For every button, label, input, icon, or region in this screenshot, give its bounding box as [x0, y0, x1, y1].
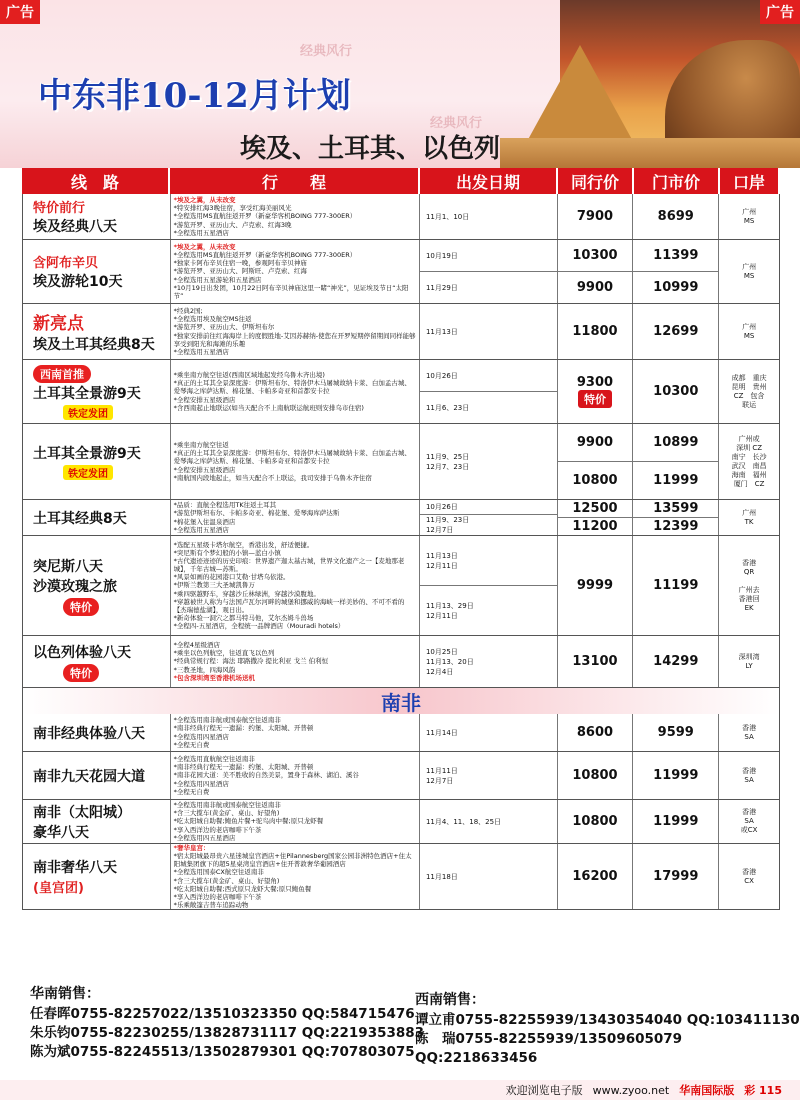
- retail-price: 10899: [633, 424, 718, 462]
- trade-price-cell: [558, 636, 634, 687]
- port-cell: 深圳湾 LY: [738, 652, 760, 670]
- egypt-photo: [560, 0, 800, 168]
- trade-price-value: 9900: [576, 280, 614, 295]
- trade-price-cell: [558, 752, 634, 799]
- retail-price-cell: [633, 360, 719, 423]
- route-name: 南非九天花园大道: [33, 768, 145, 785]
- sales-contact: 谭立甫0755-82255939/13430354040 QQ:103411130: [415, 1012, 800, 1028]
- table-body: [22, 194, 780, 910]
- trade-price: [558, 518, 633, 535]
- route-cell: [23, 636, 171, 687]
- departure-cell: [420, 714, 558, 751]
- itinerary-line: *游览开罗、亚历山大、卢克索、红海3晚: [173, 220, 292, 229]
- retail-price-cell: [633, 714, 719, 751]
- sales-contact: 陈 瑞0755-82255939/13509605079 QQ:2218633456: [415, 1031, 683, 1066]
- watermark-text: 经典风行: [300, 44, 353, 59]
- retail-price: 11999: [653, 814, 699, 829]
- table-row: [22, 800, 780, 844]
- south-china-sales: [30, 983, 424, 1062]
- itinerary-line: *全程4星级酒店: [173, 641, 221, 650]
- trade-price-value: 11800: [572, 324, 618, 339]
- itinerary-line: *游览伊斯坦布尔、卡帕多奇亚、棉花堡、爱琴海库萨达斯: [173, 509, 340, 518]
- itinerary-line: *全程选用直航航空往返南非: [173, 755, 255, 764]
- itinerary-line: *风景如画的花园港口艾勒·甘塔乌依港。: [173, 573, 290, 582]
- sales-contact: 朱乐钧0755-82230255/13828731117 QQ:2219353883: [30, 1025, 425, 1041]
- port-cell: 广州 MS: [742, 207, 757, 225]
- retail-price-cell: [633, 752, 719, 799]
- itinerary-line: *真正的土耳其全景深度游：伊斯坦布尔、特洛伊木马屠城故纳卡莱、白加孟古城、爱琴海之库萨达斯、棉花堡、卡帕多奇亚和首都安卡拉: [173, 379, 411, 396]
- departure-cell: [420, 844, 558, 909]
- itinerary-line: *含三大揽车(黄金矿、桌山、好望角): [173, 809, 280, 818]
- retail-price: 13599: [633, 500, 718, 518]
- pyramid-image: [525, 45, 635, 145]
- route-name: 沙漠玫瑰之旅: [33, 578, 117, 595]
- section-title-south-africa: 南非: [22, 688, 780, 714]
- itinerary-line: *享入西洋边的老店咖啡下午茶: [173, 825, 262, 834]
- itinerary-line: *全程选用五星酒店: [173, 347, 229, 356]
- table-row: [22, 194, 780, 240]
- trade-price-value: 10800: [572, 473, 618, 488]
- trade-price: [558, 462, 633, 499]
- footer-brand: 华南国际版: [679, 1084, 735, 1097]
- route-name: 土耳其全景游9天: [33, 386, 141, 402]
- itinerary-line: *宿太阳城最昂贵六星迷城皇宫酒店+住Pilannesberg国家公园非洲特色酒店+住太阳城集团旗下的超5星桌湾皇宫酒店+住开普敦奢华葡园酒店: [173, 852, 412, 869]
- route-cell: [23, 240, 171, 303]
- trade-price: [558, 272, 633, 303]
- itinerary-line: *全程安排五星级酒店: [173, 465, 236, 474]
- itinerary-line: *全程选用五星酒店: [173, 228, 229, 237]
- itinerary-cell: [171, 194, 420, 239]
- retail-price: 11999: [653, 473, 699, 488]
- route-cell: [23, 500, 171, 535]
- trade-price: [558, 360, 633, 423]
- itinerary-cell: [171, 714, 420, 751]
- itinerary-line: *游览开罗、亚历山大、伊斯坦布尔: [173, 323, 275, 332]
- itinerary-line: *全程选用南非航或国泰航空往返南非: [173, 716, 281, 725]
- footer-site-link[interactable]: www.zyoo.net: [592, 1083, 670, 1097]
- table-row: [22, 636, 780, 688]
- table-row: [22, 360, 780, 424]
- itinerary-line: *南航国内段地起止，如当天配合不上联运，我司安排于乌鲁木齐住宿: [173, 473, 372, 482]
- route-cell: [23, 360, 171, 423]
- trade-price: [558, 752, 633, 799]
- header-retail-price: 门市价: [634, 168, 720, 194]
- itinerary-line: *全程选用南非航或国泰航空往返南非: [173, 801, 281, 810]
- trade-price-value: 12500: [572, 501, 618, 516]
- itinerary-line: *全程选用四星酒店: [173, 732, 229, 741]
- trade-price: [558, 304, 633, 359]
- retail-price: 8699: [657, 209, 694, 224]
- retail-price: 12399: [653, 519, 699, 534]
- trade-price-value: 13100: [572, 654, 618, 669]
- header-itinerary: 行 程: [170, 168, 420, 194]
- itinerary-line: *埃及之翼，从未改变: [173, 196, 236, 205]
- footer-text: 欢迎浏览电子版: [505, 1084, 583, 1097]
- trade-price-value: 9300: [576, 375, 614, 390]
- route-name: 土耳其全景游9天: [33, 446, 141, 462]
- route-tag-badge: 特价: [63, 598, 99, 616]
- itinerary-line: *埃及之翼，从未改变: [173, 243, 236, 252]
- route-cell: [23, 800, 171, 843]
- departure-date: 11月9、25日 12月7、23日: [425, 452, 470, 471]
- itinerary-line: *全程选用四星酒店: [173, 779, 229, 788]
- itinerary-line: *乐乘敞篷吉普车追踪动物: [173, 900, 249, 909]
- itinerary-line: *经典常规行程：海法 耶路撒冷 提比利亚 戈兰 伯利恒: [173, 657, 329, 666]
- trade-price: [558, 714, 633, 751]
- header-port: 口岸: [720, 168, 780, 194]
- retail-price-cell: [633, 194, 719, 239]
- itinerary-line: *全程无自费: [173, 740, 210, 749]
- itinerary-line: *棉花堡入住温泉酒店: [173, 517, 236, 526]
- route-tag-badge: 特价: [63, 664, 99, 682]
- table-row: [22, 240, 780, 304]
- port-cell: 广州或 深圳 CZ 南宁 长沙 武汉 南昌 海南 福州 厦门 CZ: [731, 434, 767, 488]
- trade-price-cell: [558, 304, 634, 359]
- route-name: 土耳其经典8天: [33, 510, 127, 527]
- watermark-text-2: 经典风行: [430, 116, 483, 131]
- itinerary-line: *全程选用MS直航往返开罗（新豪华客机BOING 777-300ER）: [173, 212, 357, 221]
- itinerary-line: *南非花园大道：美不胜收的自然美景，置身于森林、湖泊、溪谷: [173, 771, 359, 780]
- desert-ground: [500, 138, 800, 168]
- page-footer-bar: [0, 1080, 800, 1100]
- departure-date: 11月9、23日 12月7日: [425, 516, 470, 534]
- retail-price-cell: [633, 424, 719, 499]
- port-cell: 成都 重庆 昆明 贵州 CZ 包含 联运: [731, 373, 767, 409]
- itinerary-line: *品质：直航全程选用TK往返土耳其: [173, 501, 277, 510]
- trade-price-value: 9999: [576, 578, 614, 593]
- route-name: 南非经典体验八天: [33, 725, 145, 742]
- route-cell: [23, 752, 171, 799]
- itinerary-line: *伊斯兰教第三大圣城凯鲁万: [173, 581, 255, 590]
- itinerary-line: *乘坐以色列航空，往返直飞以色列: [173, 649, 275, 658]
- itinerary-line: *南非经典行程无一遗漏：约堡、太阳城、开普顿: [173, 763, 314, 772]
- route-cell: [23, 424, 171, 499]
- table-row: [22, 424, 780, 500]
- itinerary-line: *吃太阳城自助餐;鲍鱼片餐+驼鸟肉中餐;原只龙虾餐: [173, 817, 324, 826]
- trade-price-cell: [558, 424, 634, 499]
- departure-cell: [420, 304, 558, 359]
- route-highlight: 新亮点: [33, 314, 84, 334]
- itinerary-line: *穿越被世人称为与法国卢瓦尔河畔的城堡和挪威的海峡一样美妙的、不可不看的【杰瑞德盐湖】，观日出。: [173, 597, 405, 614]
- departure-cell: [420, 360, 558, 423]
- table-header: [22, 168, 780, 194]
- trade-price-value: 7900: [576, 209, 614, 224]
- itinerary-line: *经典2国;: [173, 307, 203, 316]
- itinerary-line: *含三大揽车(黄金矿、桌山、好望角): [173, 876, 280, 885]
- ad-label-right: 广告: [760, 0, 800, 24]
- departure-date: 11月13、29日 12月11日: [425, 601, 474, 620]
- trade-price: [558, 636, 633, 687]
- departure-date: 10月19日: [420, 240, 557, 272]
- route-subtitle: (皇宫团): [33, 881, 84, 896]
- itinerary-cell: [171, 752, 420, 799]
- trade-price: [558, 194, 633, 239]
- retail-price-cell: [633, 240, 719, 303]
- table-row: [22, 536, 780, 636]
- retail-price-cell: [633, 636, 719, 687]
- itinerary-line: *古代遗迹迹迹的历史印痕：世界遗产迦太基古城，世界文化遗产之一【麦地那老城】，千年古城—苏斯。: [173, 557, 405, 574]
- itinerary-line: *含西南起止地联运(如当天配合不上南航联运航班则安排乌市住宿): [173, 403, 364, 412]
- trade-price-cell: [558, 844, 634, 909]
- itinerary-line: *全程选用五星酒店: [173, 525, 229, 534]
- retail-price: 10300: [653, 384, 699, 399]
- itinerary-cell: [171, 800, 420, 843]
- route-name: 埃及游轮10天: [33, 274, 123, 290]
- port-cell: 广州 MS: [742, 322, 757, 340]
- departure-date: 11月13日 12月11日: [420, 536, 557, 586]
- itinerary-line: *独家卡阿布辛贝住宿一晚，参观阿布辛贝神庙: [173, 259, 307, 268]
- route-tag-badge: 铁定发团: [63, 405, 113, 420]
- route-name: 以色列体验八天: [33, 644, 131, 661]
- route-name: 埃及土耳其经典8天: [33, 337, 155, 353]
- retail-price: 11999: [653, 768, 699, 783]
- departure-date: 11月13日: [425, 327, 458, 336]
- retail-price: 9599: [657, 725, 694, 740]
- trade-price-cell: [558, 500, 634, 535]
- trade-price-value: 11200: [572, 519, 618, 534]
- departure-cell: [420, 500, 558, 535]
- retail-price-cell: [633, 500, 719, 535]
- itinerary-line: *选配五星级卡塔尔航空，香港出发，舒适便捷。: [173, 540, 314, 549]
- ad-label-left: 广告: [0, 0, 40, 24]
- itinerary-line: *全程选用国泰CX航空往返南非: [173, 868, 264, 877]
- trade-price-cell: [558, 536, 634, 635]
- route-highlight: 含阿布辛贝: [33, 256, 99, 271]
- header-departure: 出发日期: [420, 168, 558, 194]
- southwest-sales: [415, 989, 800, 1068]
- itinerary-cell: [171, 240, 420, 303]
- sales-contact: 陈为斌0755-82245513/13502879301 QQ:707803075: [30, 1044, 415, 1060]
- trade-price-cell: [558, 360, 634, 423]
- departure-date: 10月25日 11月13、20日 12月4日: [425, 647, 474, 676]
- departure-cell: [420, 752, 558, 799]
- south-china-title: 华南销售：: [30, 986, 100, 1002]
- itinerary-line: *全程无自费: [173, 787, 210, 796]
- itinerary-cell: [171, 536, 420, 635]
- table-row: [22, 500, 780, 536]
- retail-price-cell: [633, 304, 719, 359]
- sales-contact: 任春晖0755-82257022/13510323350 QQ:584715476: [30, 1006, 415, 1022]
- header-route: 线 路: [22, 168, 170, 194]
- departure-date: 11月6、23日: [425, 403, 470, 412]
- itinerary-cell: [171, 360, 420, 423]
- itinerary-line: *新奇体验一洞穴之都马特马他，艾尔杰姆斗兽场: [173, 613, 314, 622]
- route-highlight: 突尼斯八天: [33, 558, 103, 575]
- itinerary-line: *10月19日出发团，10月22日阿布辛贝神庙这里一睹“神光”，见证埃及节日“太阳节”: [173, 283, 409, 300]
- trade-price: [558, 536, 633, 635]
- route-name: 豪华八天: [33, 824, 89, 841]
- itinerary-line: *全程选用五星游轮和五星酒店: [173, 275, 262, 284]
- departure-cell: [420, 536, 558, 635]
- table-row: [22, 752, 780, 800]
- page-title: 中东非10-12月计划: [38, 76, 351, 116]
- route-name: 埃及经典八天: [33, 219, 117, 235]
- retail-price: 17999: [653, 869, 699, 884]
- retail-price: 11199: [653, 578, 699, 593]
- table-row: [22, 844, 780, 910]
- retail-price-cell: [633, 536, 719, 635]
- port-cell: 香港 SA: [742, 766, 757, 784]
- itinerary-line: *突尼斯有个梦幻般的小镇—蓝白小镇: [173, 549, 281, 558]
- itinerary-cell: [171, 500, 420, 535]
- itinerary-line: *南非经典行程无一遗漏：约堡、太阳城、开普顿: [173, 724, 314, 733]
- trade-price-cell: [558, 800, 634, 843]
- page-subtitle: 埃及、土耳其、以色列: [240, 134, 501, 164]
- port-cell: 广州 MS: [742, 262, 757, 280]
- itinerary-line: *奢华皇宫：: [173, 844, 210, 853]
- retail-price: 14299: [653, 654, 699, 669]
- itinerary-line: *吃太阳城自助餐;西式原只龙虾大餐;原只鲍鱼餐: [173, 884, 312, 893]
- itinerary-line: *全程选用四五星酒店: [173, 833, 236, 842]
- itinerary-line: *全程四-五星酒店，全程统一品牌酒店（Mouradi hotels）: [173, 621, 345, 630]
- trade-price: [558, 844, 633, 909]
- trade-price-value: 8600: [576, 725, 614, 740]
- route-highlight: 特价前行: [33, 201, 86, 216]
- retail-price-cell: [633, 844, 719, 909]
- departure-date: 11月14日: [425, 728, 458, 737]
- itinerary-cell: [171, 844, 420, 909]
- sales-footer: [0, 975, 800, 1100]
- itinerary-line: *特安排红海3晚住宿，享受红海美丽风光: [173, 204, 292, 213]
- trade-price-value: 9900: [576, 435, 614, 450]
- retail-price: 11399: [633, 240, 718, 272]
- trade-price-value: 10800: [572, 814, 618, 829]
- departure-date: 11月4、11、18、25日: [425, 817, 502, 826]
- itinerary-line: *包含深圳湾至香港机场送机: [173, 673, 256, 682]
- trade-price: [558, 500, 633, 518]
- route-name: 南非奢华八天: [33, 860, 117, 876]
- footer-page-number: 彩 115: [744, 1084, 782, 1097]
- retail-price: 10999: [653, 280, 699, 295]
- departure-date: 10月26日: [420, 500, 557, 515]
- departure-date: 10月26日: [420, 360, 557, 392]
- route-cell: [23, 536, 171, 635]
- itinerary-line: *乘坐南方航空往返: [173, 441, 229, 450]
- port-cell: 香港 SA 或CX: [740, 808, 758, 834]
- departure-date: 11月29日: [425, 283, 458, 292]
- port-cell: 香港 CX: [742, 867, 757, 885]
- route-badge: 西南首推: [33, 365, 91, 383]
- itinerary-line: *三教圣地，四海风韵: [173, 665, 236, 674]
- itinerary-cell: [171, 304, 420, 359]
- trade-price-cell: [558, 194, 634, 239]
- itinerary-line: *享入西洋边的老店咖啡下午茶: [173, 892, 262, 901]
- port-cell: 香港 QR 广州去 香港回 EK: [738, 558, 760, 612]
- itinerary-line: *全程安排五星级酒店: [173, 395, 236, 404]
- itinerary-cell: [171, 636, 420, 687]
- special-price-badge: 特价: [578, 390, 612, 408]
- departure-cell: [420, 636, 558, 687]
- table-row: [22, 304, 780, 360]
- header-trade-price: 同行价: [558, 168, 634, 194]
- itinerary-cell: [171, 424, 420, 499]
- itinerary-line: *游览开罗、亚历山大、阿斯旺、卢克索、红海: [173, 267, 307, 276]
- departure-cell: [420, 240, 558, 303]
- departure-date: 11月18日: [425, 872, 458, 881]
- route-highlight: 南非（太阳城）: [33, 804, 131, 821]
- port-cell: 香港 SA: [742, 723, 757, 741]
- itinerary-line: *真正的土耳其全景深度游：伊斯坦布尔、特洛伊木马屠城故纳卡莱、白加孟古城、爱琴海之库萨达斯、棉花堡、卡帕多奇亚和首都安卡拉: [173, 449, 411, 466]
- itinerary-line: *全程选用MS直航往返开罗（新豪华客机BOING 777-300ER）: [173, 251, 357, 260]
- route-cell: [23, 844, 171, 909]
- itinerary-line: *乘坐南方航空往返(西南区域地起发经乌鲁木齐出境): [173, 371, 325, 380]
- departure-cell: [420, 424, 558, 499]
- trade-price-value: 16200: [572, 869, 618, 884]
- itinerary-line: *全程选用埃及航空MS往返: [173, 315, 252, 324]
- tour-table: [22, 168, 780, 910]
- route-cell: [23, 304, 171, 359]
- retail-price-cell: [633, 800, 719, 843]
- itinerary-line: *独家安排前往红海海岸上的度假胜地-艾因苏赫纳-使您在开罗短期停留期间同样能够享受到阳光和海滩的乐趣: [173, 331, 416, 348]
- departure-cell: [420, 194, 558, 239]
- route-cell: [23, 194, 171, 239]
- trade-price-cell: [558, 240, 634, 303]
- trade-price-value: 10800: [572, 768, 618, 783]
- trade-price: [558, 240, 633, 272]
- departure-date: 11月1、10日: [425, 212, 470, 221]
- trade-price: [558, 800, 633, 843]
- departure-date: 11月11日 12月7日: [425, 766, 458, 785]
- itinerary-line: *乘四驱越野车，穿越沙丘林绿洲，穿越沙漠腹地。: [173, 589, 320, 598]
- southwest-title: 西南销售：: [415, 992, 485, 1008]
- trade-price-cell: [558, 714, 634, 751]
- trade-price-value: 10300: [572, 248, 618, 263]
- port-cell: 广州 TK: [742, 508, 757, 526]
- retail-price: 12699: [653, 324, 699, 339]
- route-cell: [23, 714, 171, 751]
- departure-cell: [420, 800, 558, 843]
- trade-price: [558, 424, 633, 462]
- table-row: [22, 714, 780, 752]
- header-banner: [0, 0, 800, 168]
- route-tag-badge: 铁定发团: [63, 465, 113, 480]
